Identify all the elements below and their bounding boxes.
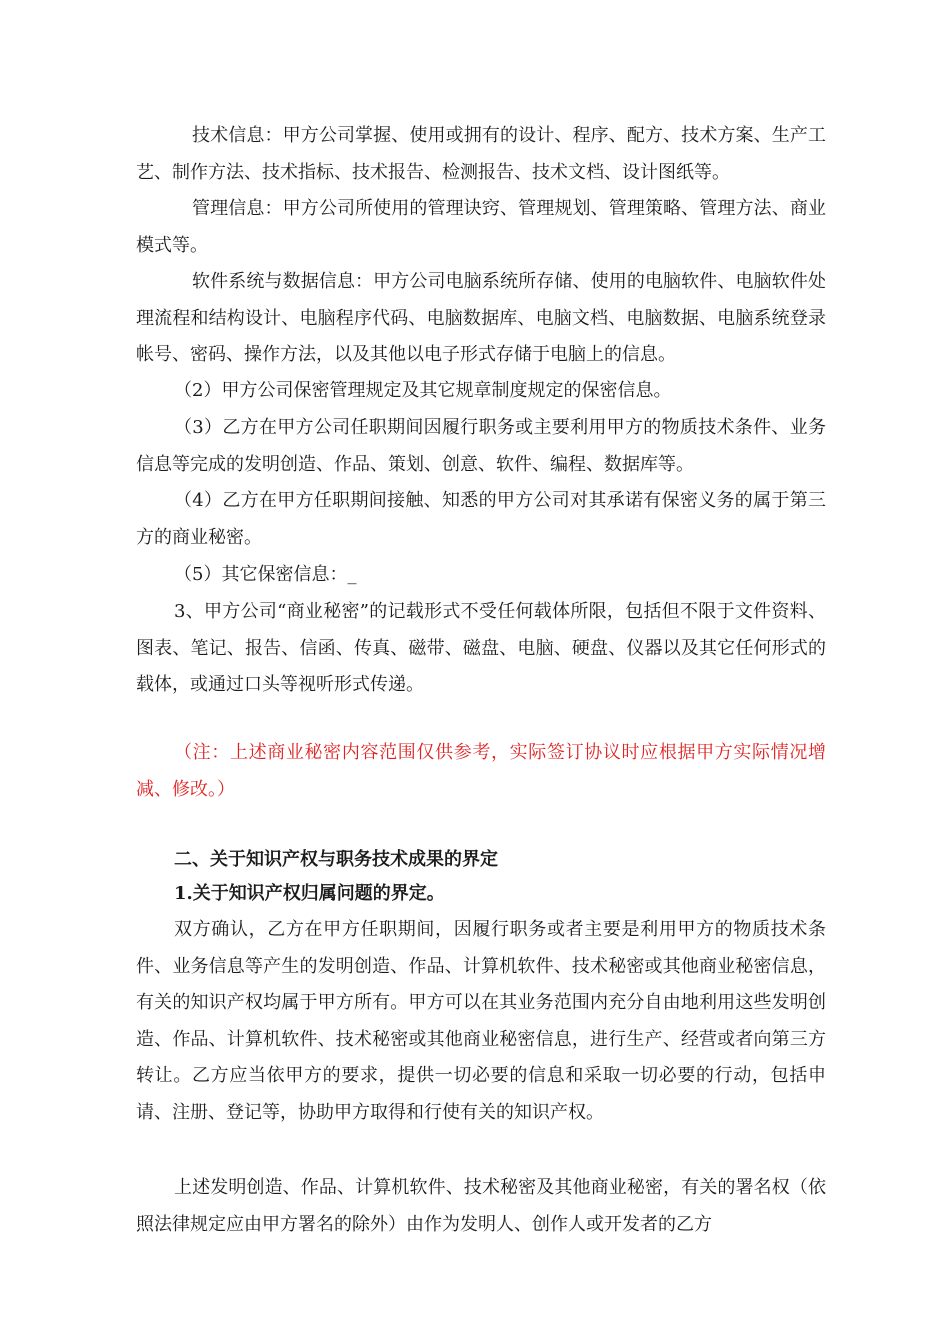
attribution-paragraph: 上述发明创造、作品、计算机软件、技术秘密及其他商业秘密，有关的署名权（依照法律规定应由甲方署名的除外）由作为发明人、创作人或开发者的乙方 <box>136 1177 826 1235</box>
software-info-paragraph: 软件系统与数据信息：甲方公司电脑系统所存储、使用的电脑软件、电脑软件处理流程和结构设计、电脑程序代码、电脑数据库、电脑文档、电脑数据、电脑系统登录帐号、密码、操作方法，以及其他以电子形式存储于电脑上的信息。 <box>136 271 826 365</box>
section-2-heading: 二、关于知识产权与职务技术成果的界定 <box>174 849 498 870</box>
tech-info-paragraph: 技术信息：甲方公司掌握、使用或拥有的设计、程序、配方、技术方案、生产工艺、制作方法、技术指标、技术报告、检测报告、技术文档、设计图纸等。 <box>136 125 826 183</box>
clause-3-paragraph: 3、甲方公司“商业秘密”的记载形式不受任何载体所限，包括但不限于文件资料、图表、笔记、报告、信函、传真、磁带、磁盘、电脑、硬盘、仪器以及其它任何形式的载体，或通过口头等视听形式传递。 <box>136 601 826 695</box>
section-2-subheading: 1.关于知识产权归属问题的界定。 <box>174 883 445 904</box>
item-5-paragraph: （5）其它保密信息：_ <box>174 564 357 585</box>
item-2-paragraph: （2）甲方公司保密管理规定及其它规章制度规定的保密信息。 <box>174 380 672 401</box>
item-4-paragraph: （4）乙方在甲方任职期间接触、知悉的甲方公司对其承诺有保密义务的属于第三方的商业秘密。 <box>136 490 826 548</box>
mgmt-info-paragraph: 管理信息：甲方公司所使用的管理诀窍、管理规划、管理策略、管理方法、商业模式等。 <box>136 198 826 256</box>
red-note: （注：上述商业秘密内容范围仅供参考，实际签订协议时应根据甲方实际情况增减、修改。） <box>136 742 826 800</box>
confirm-paragraph: 双方确认，乙方在甲方任职期间，因履行职务或者主要是利用甲方的物质技术条件、业务信息等产生的发明创造、作品、计算机软件、技术秘密或其他商业秘密信息，有关的知识产权均属于甲方所有。甲方可以在其业务范围内充分自由地利用这些发明创造、作品、计算机软件、技术秘密或其他商业秘密信息，进行生产、经营或者向第三方转让。乙方应当依甲方的要求，提供一切必要的信息和采取一切必要的行动，包括申请、注册、登记等，协助甲方取得和行使有关的知识产权。 <box>136 919 826 1123</box>
item-3-paragraph: （3）乙方在甲方公司任职期间因履行职务或主要利用甲方的物质技术条件、业务信息等完成的发明创造、作品、策划、创意、软件、编程、数据库等。 <box>136 417 826 475</box>
